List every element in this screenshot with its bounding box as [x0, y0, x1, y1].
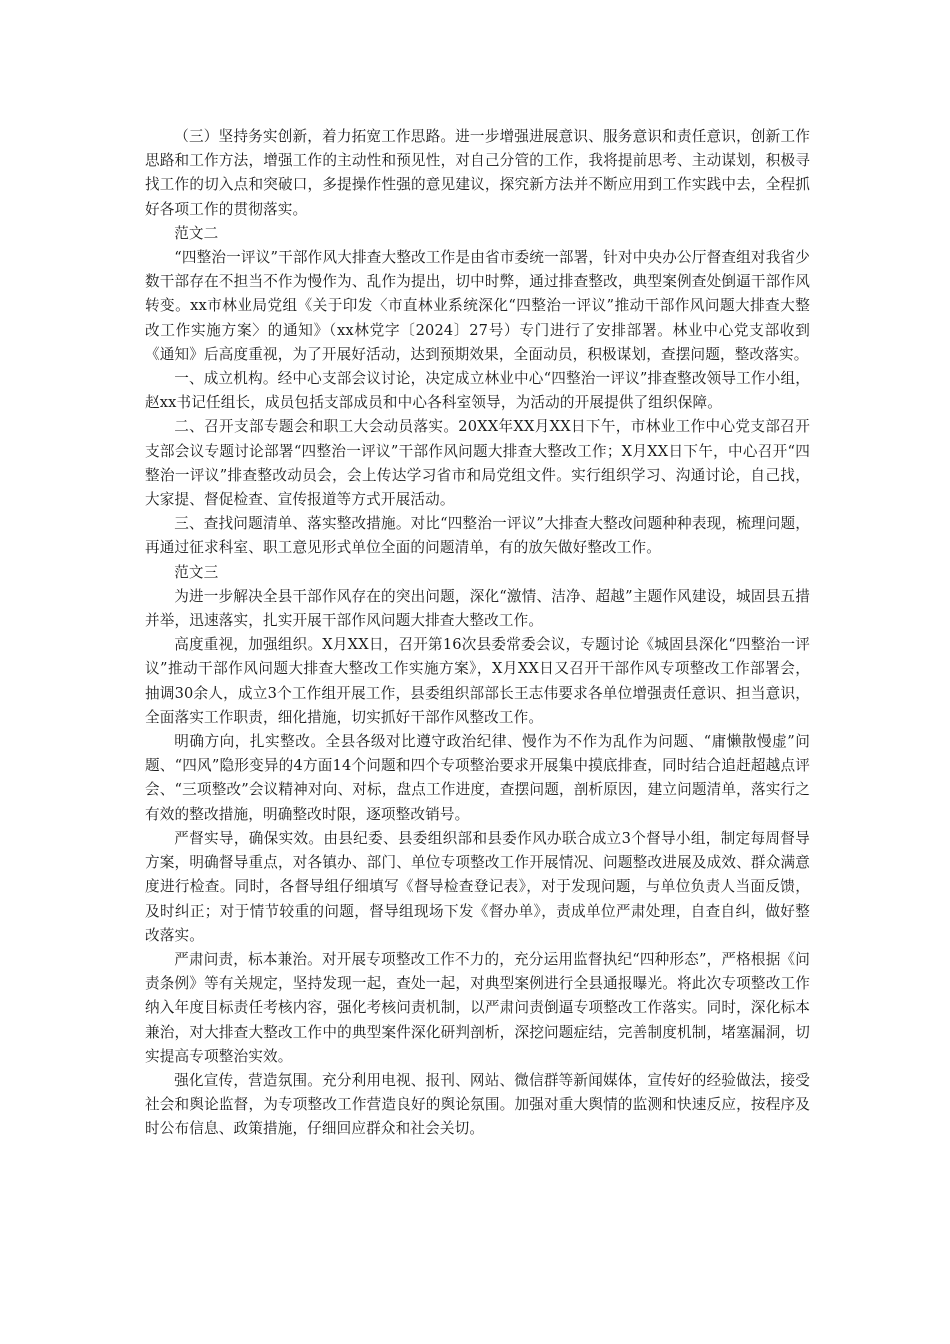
paragraph-meeting-mobilize: 二、召开支部专题会和职工大会动员落实。20XX年XX月XX日下午，市林业工作中心党支部召开支部会议专题讨论部署“四整治一评议”干部作风问题大排查大整改工作；X月XX日下午，中心召开“四整治一评议”排查整改动员会，会上传达学习省市和局党组文件。实行组织学习、沟通讨论，自己找，大家提、督促检查、宣传报道等方式开展活动。	[145, 418, 810, 509]
paragraph-innovation: （三）坚持务实创新，着力拓宽工作思路。进一步增强进展意识、服务意识和责任意识，创新工作思路和工作方法，增强工作的主动性和预见性，对自己分管的工作，我将提前思考、主动谋划，积极寻找工作的切入点和突破口，多提操作性强的意见建议，探究新方法并不断应用到工作实践中去，全程抓好各项工作的贯彻落实。	[145, 128, 810, 218]
paragraph-clear-direction: 明确方向，扎实整改。全县各级对比遵守政治纪律、慢作为不作为乱作为问题、“庸懒散慢虚”问题、“四风”隐形变异的4方面14个问题和四个专项整治要求开展集中摸底排查，同时结合追赶超越点评会、“三项整改”会议精神对向、对标，盘点工作进度，查摆问题，剖析原因，建立问题清单，落实行之有效的整改措施，明确整改时限，逐项整改销号。	[145, 733, 810, 823]
paragraph-publicity: 强化宣传，营造氛围。充分利用电视、报刊、网站、微信群等新闻媒体，宣传好的经验做法，接受社会和舆论监督，为专项整改工作营造良好的舆论氛围。加强对重大舆情的监测和快速反应，按程序及时公布信息、政策措施，仔细回应群众和社会关切。	[145, 1071, 810, 1138]
paragraph-accountability: 严肃问责，标本兼治。对开展专项整改工作不力的，充分运用监督执纪“四种形态”，严格根据《问责条例》等有关规定，坚持发现一起，查处一起，对典型案例进行全县通报曝光。将此次专项整改工作纳入年度目标责任考核内容，强化考核问责机制，以严肃问责倒逼专项整改工作落实。同时，深化标本兼治，对大排查大整改工作中的典型案件深化研判剖析，深挖问题症结，完善制度机制，堵塞漏洞，切实提高专项整治实效。	[145, 950, 810, 1065]
paragraph-intro-three: 为进一步解决全县干部作风存在的突出问题，深化“激情、洁净、超越”主题作风建设，城固县五措并举，迅速落实，扎实开展干部作风问题大排查大整改工作。	[145, 587, 810, 630]
paragraph-establish-org: 一、成立机构。经中心支部会议讨论，决定成立林业中心“四整治一评议”排查整改领导工作小组，赵xx书记任组长，成员包括支部成员和中心各科室领导，为活动的开展提供了组织保障。	[145, 370, 810, 412]
paragraph-strict-supervision: 严督实导，确保实效。由县纪委、县委组织部和县委作风办联合成立3个督导小组，制定每周督导方案，明确督导重点，对各镇办、部门、单位专项整改工作开展情况、问题整改进展及成效、群众满意度进行检查。同时，各督导组仔细填写《督导检查登记表》，对于发现问题，与单位负责人当面反馈，及时纠正；对于情节较重的问题，督导组现场下发《督办单》，责成单位严肃处理，自查自纠，做好整改落实。	[145, 829, 810, 944]
heading-sample-three: 范文三	[174, 563, 219, 581]
paragraph-find-problems: 三、查找问题清单、落实整改措施。对比“四整治一评议”大排查大整改问题种种表现，梳理问题，再通过征求科室、职工意见形式单位全面的问题清单，有的放矢做好整改工作。	[145, 515, 810, 557]
paragraph-intro-two: “四整治一评议”干部作风大排查大整改工作是由省市委统一部署，针对中央办公厅督查组对我省少数干部存在不担当不作为慢作为、乱作为提出，切中时弊，通过排查整改，典型案例查处倒逼干部作风转变。xx市林业局党组《关于印发〈市直林业系统深化“四整治一评议”推动干部作风问题大排查大整改工作实施方案〉的通知》（xx林党字〔2024〕27号）专门进行了安排部署。林业中心党支部收到《通知》后高度重视，为了开展好活动，达到预期效果，全面动员，积极谋划，查摆问题，整改落实。	[145, 249, 810, 363]
heading-sample-two: 范文二	[174, 224, 219, 242]
document-body	[145, 125, 810, 1142]
paragraph-high-attention: 高度重视，加强组织。X月XX日，召开第16次县委常委会议，专题讨论《城固县深化“四整治一评议”推动干部作风问题大排查大整改工作实施方案》，X月XX日又召开干部作风专项整改工作部署会，抽调30余人，成立3个工作组开展工作，县委组织部部长王志伟要求各单位增强责任意识、担当意识，全面落实工作职责，细化措施，切实抓好干部作风整改工作。	[145, 636, 810, 726]
